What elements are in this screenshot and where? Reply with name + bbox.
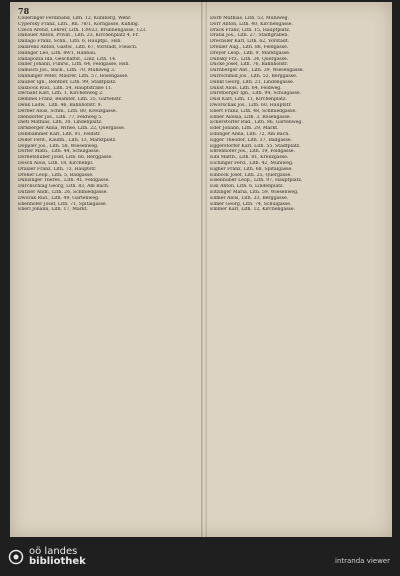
directory-entry: Dosch Alois, Lith. 18, Kirchenpl. — [18, 160, 94, 166]
directory-entry: Dabauer Anton, Privat., Lith. 23, Kirchenplatz 4, Fr. — [18, 33, 139, 39]
directory-entry: Drack Franz, Lith. 15, Hauptplatz. — [210, 27, 291, 33]
directory-entry: Durchschlag Georg, Lith. 83, Am Bach. — [18, 184, 110, 190]
directory-entry: Dworak Rud., Lith. 49, Gartenweg. — [18, 195, 100, 201]
directory-entry: Egger Theodor, Lith. 37, Badgasse. — [210, 137, 293, 143]
scanned-page — [10, 2, 392, 537]
directory-entry: Dornetshuber Josef, Lith. 66, Berggasse. — [18, 155, 113, 161]
directory-entry: Dirnberger Anna, Witwe, Lith. 22, Quergasse. — [18, 126, 126, 132]
directory-entry: Eigner Franz, Lith. 68, Spitalgasse. — [210, 166, 293, 172]
library-logo-icon — [8, 549, 24, 565]
directory-entry: Edlinger Anna, Lith. 72, Am Bach. — [210, 131, 290, 137]
directory-entry: Emmer Karl, Lith. 12, Kirchengasse. — [210, 207, 296, 213]
directory-entry: Drechsler Karl, Lith. 62, Vorstadt. — [210, 39, 290, 45]
directory-entry: Dürrschmid Jos., Lith. 52, Berggasse. — [210, 73, 298, 79]
directory-entry: Daxböck Rud., Lith. 54, Hauptstraße 11. — [18, 85, 113, 91]
directory-entry: Dutzler Andr., Lith. 26, Schmiedgasse. — [18, 189, 108, 195]
directory-entry: Dallago Franz, Schn., Lith. 6, Hauptpl., Hsb. — [18, 39, 122, 45]
directory-entry: Dorfl Mathias, Lith. 53, Mühlweg. — [210, 16, 290, 21]
library-logo-text — [29, 547, 86, 567]
library-logo[interactable] — [8, 547, 86, 567]
directory-entry: Eckerstorfer Rud., Lith. 86, Gartenweg. — [210, 120, 303, 126]
directory-entry: Ehrenhöfer Jos., Lith. 19, Feldgasse. — [210, 149, 295, 155]
directory-entry: Dietl Mathias, Lith. 30, Lindenplatz. — [18, 120, 103, 126]
directory-entry: Dunkl Georg, Lith. 21, Lindengasse. — [210, 79, 295, 85]
directory-entry: Derfler Alois, Schm., Lith. 80, Kreuzgasse. — [18, 108, 118, 114]
directory-entry: Damisch Jos., Bäck., Lith. 70, Mühlweg 3. — [18, 68, 116, 74]
directory-entry: Eitzinger Maria, Lith. 59, Wiesenweg. — [210, 189, 299, 195]
directory-entry: Eder Johann, Lith. 29, Markt. — [210, 126, 279, 132]
directory-entry: Cölleringer Ferdinand, Lith. 12, Kühlberg, Wehr. — [18, 16, 132, 21]
directory-entry: Dorr Anton, Lith. 40, Kirchengasse. — [210, 21, 293, 27]
directory-entry: Dusl Karl, Lith. 11, Kirchenplatz. — [210, 97, 287, 103]
directory-entry: Elmer Georg, Lith. 74, Schulgasse. — [210, 201, 292, 207]
viewer-brand-label: intranda viewer — [335, 557, 390, 565]
directory-entry: Draxler Franz, Lith. 73, Hauptstr. — [18, 166, 97, 172]
directory-entry: Dallapozza Ida, Geschäftsf., Linz, Lith. 14. — [18, 56, 117, 62]
directory-entry: Dechant Karl, Lith. 1, Kirchenweg 2. — [18, 91, 104, 97]
directory-entry: Dürnberger Ant., Lith. 39, Wiesengasse. — [210, 68, 304, 74]
directory-entry: Denk Ludw., Lith. 46, Bahnhofstr. 9. — [18, 102, 102, 108]
directory-entry: Doblhammer Karl, Lith. 91, Feldstr. — [18, 131, 101, 137]
directory-entry: Dorfer Math., Lith. 44, Schulgasse. — [18, 149, 101, 155]
directory-entry: Dunzinger Theres., Lith. 41, Feldgasse. — [18, 178, 110, 184]
right-column — [210, 16, 390, 213]
directory-entry: Drexler Aug., Lith. 88, Feldgasse. — [210, 44, 289, 50]
directory-entry: Dubsky Frz., Lith. 34, Quergasse. — [210, 56, 289, 62]
directory-entry: Demmel Franz, Beamter, Lith. 35, Gartenstr. — [18, 97, 123, 103]
logo-line-1: oö landes — [29, 546, 78, 557]
directory-entry: Ellmer Alois, Lith. 33, Berggasse. — [210, 195, 289, 201]
directory-entry: Eggerstorfer Karl, Lith. 55, Stadtplatz. — [210, 143, 301, 149]
directory-entry: Doppler Jos., Lith. 58, Wiesenweg. — [18, 143, 99, 149]
directory-entry: Ducke Josef, Lith. 76, Bahnhofstr. — [210, 62, 289, 68]
directory-entry: Cypersky Franz, Lith., Rh. 78/1, Korngasse, Kühlbg. — [18, 21, 140, 27]
directory-entry: Einböck Josef, Lith. 25, Quergasse. — [210, 172, 292, 178]
directory-entry: Dauber Ign., Rentner, Lith. 99, Stadtplatz. — [18, 79, 117, 85]
directory-entry: Daller Johann, Fuhrw., Lith. 64, Feldgasse, Hsb. — [18, 62, 130, 68]
directory-entry: Döller Ferd., Kaufm., Lith. 13, Marktplatz. — [18, 137, 117, 143]
directory-entry: Dreyer Leop., Lith. 9, Marktgasse. — [210, 50, 291, 56]
directory-entry: Dunst Alois, Lith. 64, Feldweg. — [210, 85, 282, 91]
directory-entry: Dreher Leop., Lith. 5, Badgasse. — [18, 172, 94, 178]
logo-line-2: bibliothek — [29, 556, 86, 567]
directory-entry: Danninger Peter, Maurer, Lith. 57, Rosengasse. — [18, 73, 129, 79]
directory-entry: Diendorfer Jos., Lith. 77, Feldweg 5. — [18, 114, 103, 120]
directory-entry: Eichinger Ferd., Lith. 42, Mühlweg. — [210, 160, 294, 166]
directory-entry: Dworschak Jos., Lith. 60, Hauptstr. — [210, 102, 292, 108]
directory-entry: Eberl Johann, Lith. 17, Markt. — [18, 207, 89, 213]
directory-entry: Eibl Matth., Lith. 81, Kreuzgasse. — [210, 155, 289, 161]
directory-entry: Eisenhuber Leop., Lith. 97, Hauptplatz. — [210, 178, 303, 184]
directory-entry: Eisl Anton, Lith. 6, Lindenplatz. — [210, 184, 284, 190]
directory-entry: Czech Arend, Lehrer, Lith. 139/23, Brunnengasse, 123. — [18, 27, 147, 33]
directory-entry: Ebner Aloisia, Lith. 3, Rosengasse. — [210, 114, 292, 120]
directory-entry: Ebert Franz, Lith. 48, Schmiedgasse. — [210, 108, 297, 114]
page-number: 78 — [18, 6, 30, 16]
directory-entry: Dalarenz Anton, Gastw., Lith. 67, Vorstadt, Fleisch. — [18, 44, 138, 50]
directory-entry: Drafal Jos., Lith. 27, Stadtgraben. — [210, 33, 289, 39]
directory-entry: Durstberger Ign., Lith. 94, Schulgasse. — [210, 91, 301, 97]
directory-entry: Ebenhofer Josef, Lith. 71, Spitalgasse. — [18, 201, 108, 207]
page-gutter — [201, 2, 207, 537]
directory-entry: Dalinger Leo, Lith. 89/1, Hanbau. — [18, 50, 97, 56]
left-column — [18, 16, 198, 213]
